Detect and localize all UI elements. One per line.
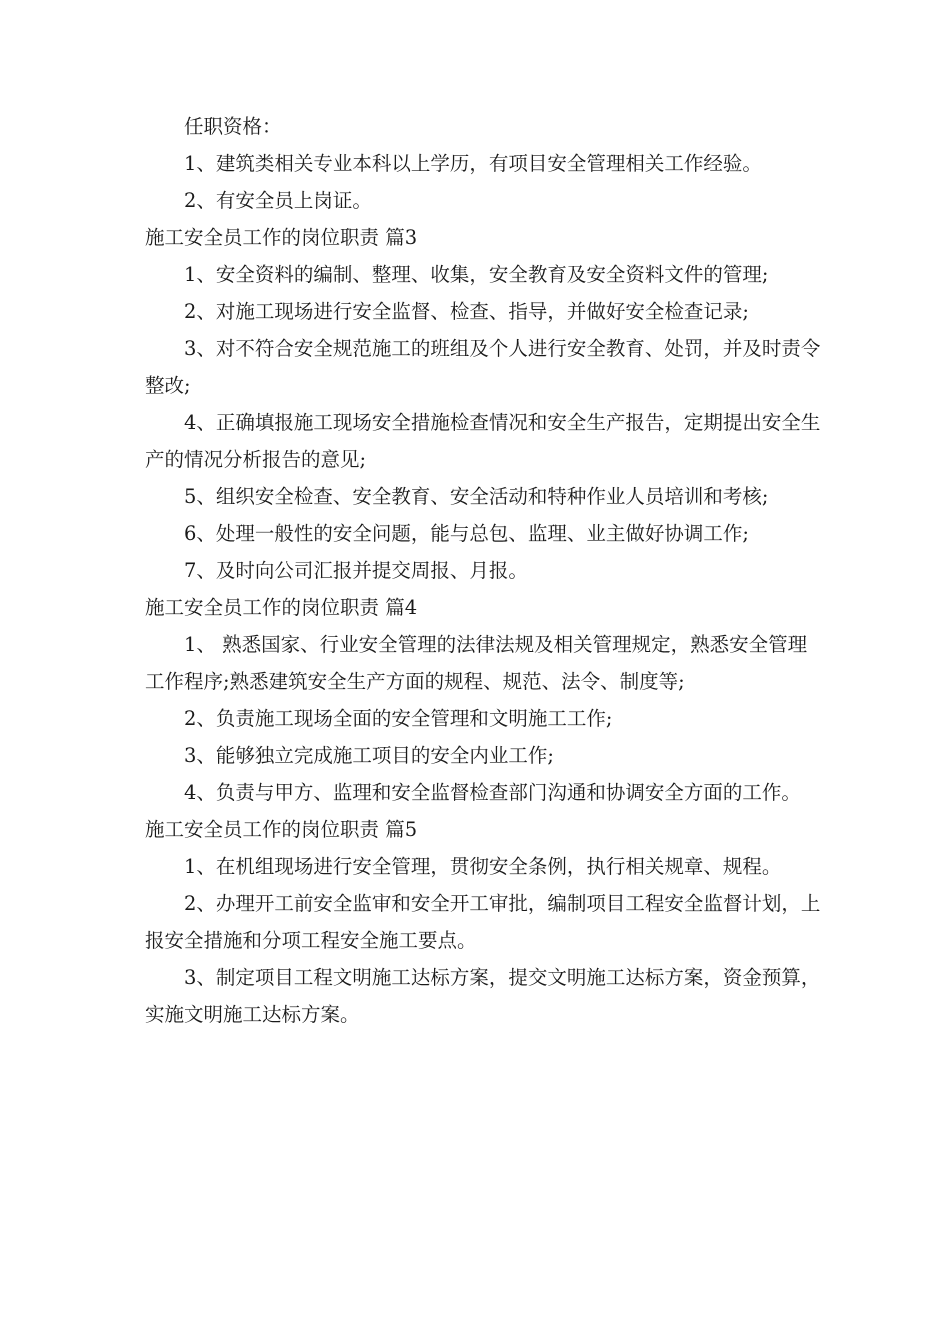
duty-item: 5、组织安全检查、安全教育、安全活动和特种作业人员培训和考核;	[184, 485, 769, 508]
duty-item: 3、制定项目工程文明施工达标方案，提交文明施工达标方案，资金预算，实施文明施工达标方案。	[145, 966, 821, 1026]
duty-item: 2、办理开工前安全监审和安全开工审批，编制项目工程安全监督计划，上报安全措施和分项工程安全施工要点。	[145, 892, 821, 952]
duty-item: 3、对不符合安全规范施工的班组及个人进行安全教育、处罚，并及时责令整改;	[145, 337, 821, 397]
section-heading: 施工安全员工作的岗位职责 篇4	[145, 596, 418, 619]
qualifications-title: 任职资格：	[184, 115, 282, 138]
duty-item: 3、能够独立完成施工项目的安全内业工作;	[184, 744, 554, 767]
document-page	[145, 108, 825, 1033]
qualification-item: 1、建筑类相关专业本科以上学历，有项目安全管理相关工作经验。	[184, 152, 762, 175]
duty-item: 1、在机组现场进行安全管理，贯彻安全条例，执行相关规章、规程。	[184, 855, 782, 878]
section-heading: 施工安全员工作的岗位职责 篇3	[145, 226, 418, 249]
duty-item: 6、处理一般性的安全问题，能与总包、监理、业主做好协调工作;	[184, 522, 749, 545]
duty-item: 4、正确填报施工现场安全措施检查情况和安全生产报告，定期提出安全生产的情况分析报告的意见;	[145, 411, 821, 471]
duty-item: 2、对施工现场进行安全监督、检查、指导，并做好安全检查记录;	[184, 300, 749, 323]
section-heading: 施工安全员工作的岗位职责 篇5	[145, 818, 418, 841]
duty-item: 1、安全资料的编制、整理、收集，安全教育及安全资料文件的管理;	[184, 263, 769, 286]
qualification-item: 2、有安全员上岗证。	[184, 189, 372, 212]
duty-item: 1、 熟悉国家、行业安全管理的法律法规及相关管理规定，熟悉安全管理工作程序;熟悉建筑安全生产方面的规程、规范、法令、制度等;	[145, 633, 808, 693]
duty-item: 4、负责与甲方、监理和安全监督检查部门沟通和协调安全方面的工作。	[184, 781, 801, 804]
duty-item: 2、负责施工现场全面的安全管理和文明施工工作;	[184, 707, 613, 730]
duty-item: 7、及时向公司汇报并提交周报、月报。	[184, 559, 528, 582]
